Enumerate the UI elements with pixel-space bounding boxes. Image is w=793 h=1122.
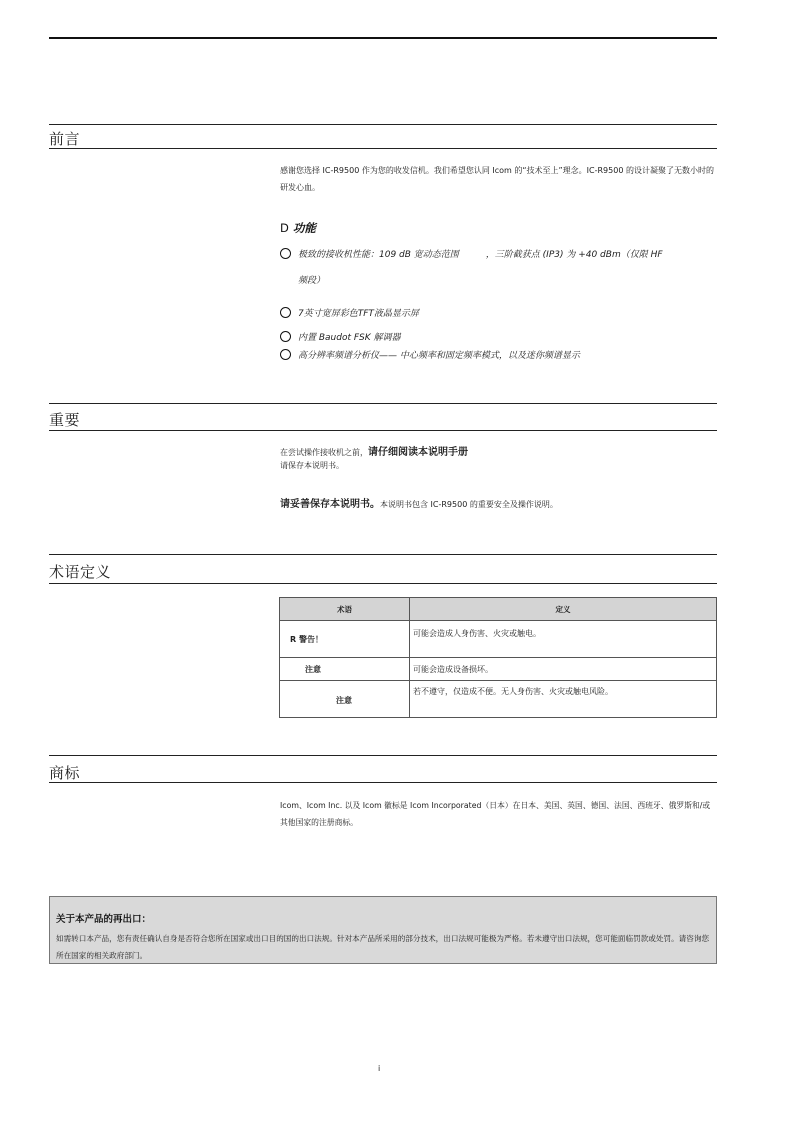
feature-item	[280, 307, 717, 319]
features-prefix: D	[280, 221, 289, 235]
preface-intro: 感谢您选择 IC-R9500 作为您的收发信机。我们希望您认同 Icom 的“技术至上”理念。IC-R9500 的设计凝聚了无数小时的研发心血。	[280, 166, 714, 192]
circle-bullet-icon	[280, 331, 291, 342]
page-number: i	[378, 1064, 381, 1073]
important-line-1-bold: 请仔细阅读本说明手册	[368, 447, 468, 458]
features-title: 功能	[292, 221, 316, 235]
feature-item	[280, 331, 717, 343]
term-cell: 注意	[280, 658, 410, 681]
terms-rule-bottom	[49, 583, 717, 584]
important-line-1-prefix: 在尝试操作接收机之前，	[280, 448, 368, 457]
important-line-3-bold: 请妥善保存本说明书。	[280, 499, 380, 510]
preface-rule-top	[49, 124, 717, 125]
definition-cell: 若不遵守，仅造成不便。无人身伤害、火灾或触电风险。	[410, 681, 717, 718]
definition-cell: 可能会造成设备损坏。	[410, 658, 717, 681]
terms-header-term: 术语	[280, 598, 410, 621]
term-cell: R 警告！	[280, 621, 410, 658]
circle-bullet-icon	[280, 248, 291, 259]
terms-table-header	[280, 598, 717, 621]
top-rule	[49, 37, 717, 39]
features-heading	[280, 220, 316, 236]
important-line-2: 请保存本说明书。	[280, 461, 344, 470]
definition-cell: 可能会造成人身伤害、火灾或触电。	[410, 621, 717, 658]
feature-item	[280, 248, 717, 260]
feature-text: 内置 Baudot FSK 解调器	[298, 333, 401, 343]
important-title: 重要	[49, 411, 81, 429]
export-notice-box	[49, 896, 717, 964]
feature-item-continuation	[298, 276, 735, 286]
important-rule-bottom	[49, 430, 717, 431]
important-line-3-rest: 本说明书包含 IC-R9500 的重要安全及操作说明。	[380, 500, 558, 509]
terms-header-definition: 定义	[410, 598, 717, 621]
feature-item	[280, 349, 717, 361]
trademarks-rule-top	[49, 755, 717, 756]
export-notice-text: 如需转口本产品，您有责任确认自身是否符合您所在国家或出口目的国的出口法规。针对本产品所采用的部分技术，出口法规可能极为严格。若未遵守出口法规，您可能面临罚款或处罚。请咨询您所在国家的相关政府部门。	[56, 934, 710, 960]
term-cell: 注意	[280, 681, 410, 718]
trademarks-title: 商标	[49, 764, 81, 782]
feature-text: 高分辨率频谱分析仪—— 中心频率和固定频率模式，以及迷你频谱显示	[298, 351, 580, 361]
table-row	[280, 621, 717, 658]
feature-text: 7英寸宽屏彩色TFT液晶显示屏	[298, 309, 419, 319]
circle-bullet-icon	[280, 307, 291, 318]
trademarks-text: Icom、Icom Inc. 以及 Icom 徽标是 Icom Incorporated（日本）在日本、美国、英国、德国、法国、西班牙、俄罗斯和/或其他国家的注册商标。	[280, 801, 711, 827]
export-notice-title: 关于本产品的再出口：	[56, 914, 152, 925]
feature-text: 频段）	[298, 276, 326, 286]
terms-rule-top	[49, 554, 717, 555]
terms-table	[279, 597, 717, 718]
preface-title: 前言	[49, 130, 81, 148]
terms-title: 术语定义	[49, 563, 112, 581]
important-line-1	[280, 446, 717, 460]
preface-rule-bottom	[49, 148, 717, 149]
important-line-3	[280, 498, 717, 512]
feature-text: 极致的接收机性能：109 dB 宽动态范围 ，三阶截获点 (IP3) 为 +40 dBm（仅限 HF	[298, 250, 663, 260]
circle-bullet-icon	[280, 349, 291, 360]
table-row	[280, 658, 717, 681]
trademarks-rule-bottom	[49, 782, 717, 783]
important-rule-top	[49, 403, 717, 404]
table-row	[280, 681, 717, 718]
